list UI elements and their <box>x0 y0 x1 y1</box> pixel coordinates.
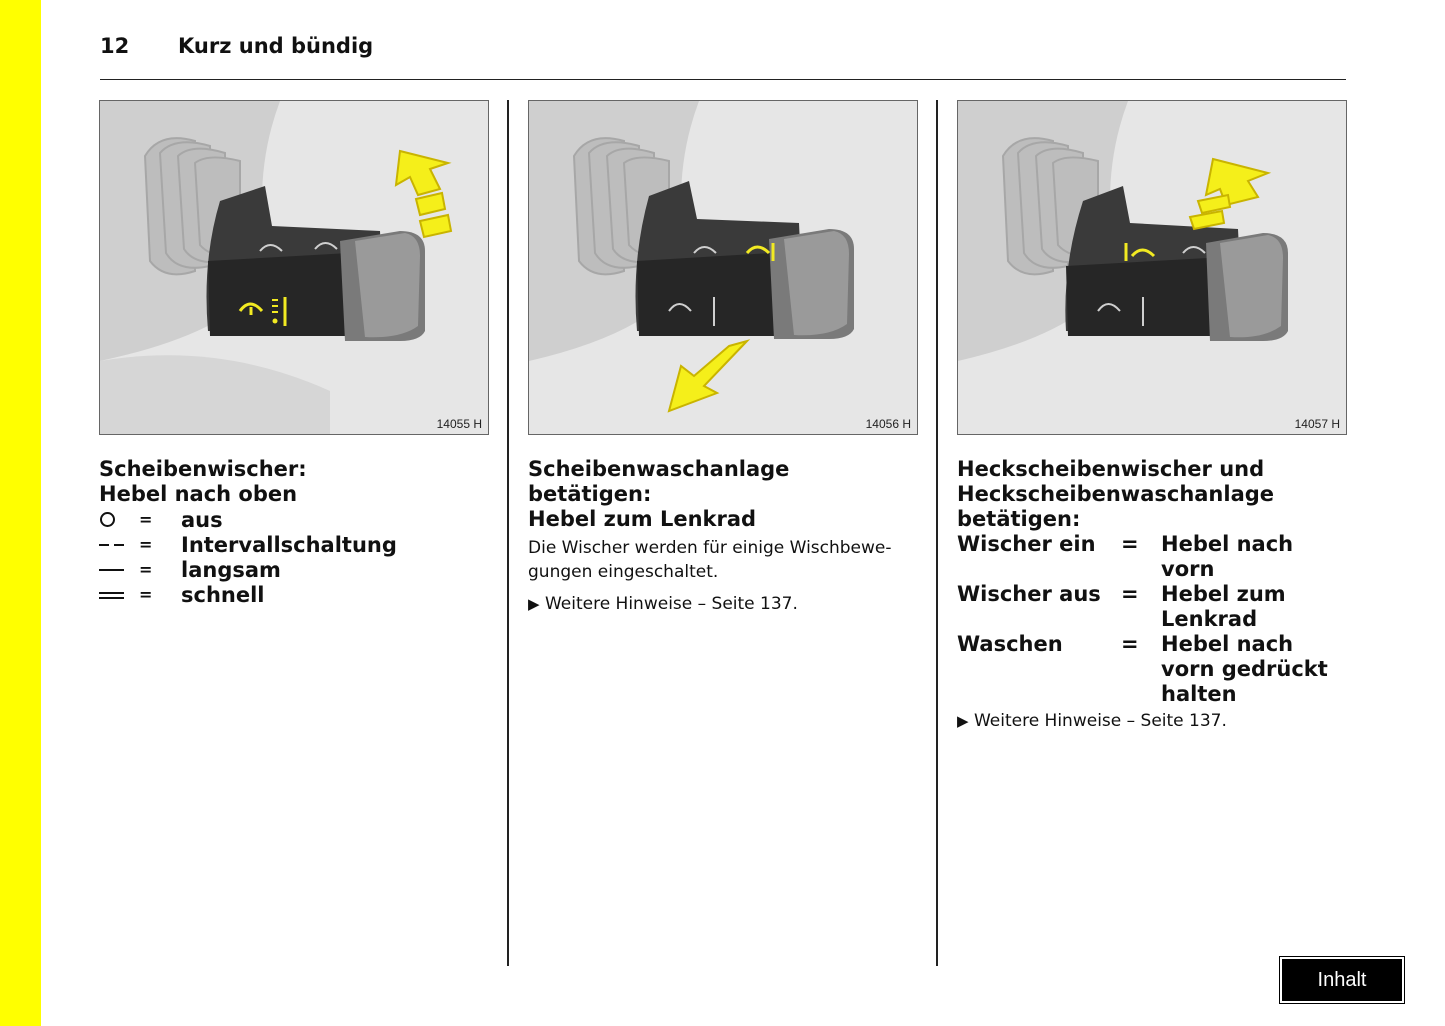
inhalt-button[interactable]: Inhalt <box>1280 957 1404 1003</box>
column-divider-2 <box>936 100 938 966</box>
figure-id: 14056 H <box>865 417 911 431</box>
figure-rear-wiper-lever-forward <box>957 100 1347 435</box>
legend-row-slow: = langsam <box>99 557 489 582</box>
washer-reference[interactable]: ▶ Weitere Hinweise – Seite 137. <box>528 594 798 614</box>
def-wiper-off: Hebel zum Lenkrad <box>1161 582 1286 631</box>
double-line-icon <box>99 582 139 607</box>
circle-icon <box>99 507 139 532</box>
legend-row-interval: = Intervallschaltung <box>99 532 489 557</box>
term-wash: Waschen <box>957 632 1063 656</box>
page-header <box>100 32 1346 80</box>
column-divider-1 <box>507 100 509 966</box>
legend-row-fast: = schnell <box>99 582 489 607</box>
figure-washer-lever-toward <box>528 100 918 435</box>
triangle-right-icon: ▶ <box>957 712 969 730</box>
legend-row-off: = aus <box>99 507 489 532</box>
wiper-legend <box>99 507 489 607</box>
rear-wiper-table: Wischer ein = Hebel nach vorn Wischer aus = Hebel zum Lenkrad Waschen = Hebel nach vorn gedrückt halten <box>957 532 1347 707</box>
page-number: 12 <box>100 34 130 58</box>
wiper-lever-up-illustration <box>100 101 489 435</box>
figure-wiper-lever-up <box>99 100 489 435</box>
rear-wiper-heading: Heckscheibenwischer und Heckscheibenwaschanlage betätigen: <box>957 457 1275 531</box>
triangle-right-icon: ▶ <box>528 595 540 613</box>
dashed-line-icon <box>99 532 139 557</box>
single-line-icon <box>99 557 139 582</box>
def-wash: Hebel nach vorn gedrückt halten <box>1161 632 1328 706</box>
section-title: Kurz und bündig <box>178 34 374 58</box>
term-wiper-off: Wischer aus <box>957 582 1101 606</box>
washer-description: Die Wischer werden für einige Wischbewe- gungen eingeschaltet. <box>528 538 892 582</box>
washer-heading: Scheibenwaschanlage betätigen: Hebel zum Lenkrad <box>528 457 790 531</box>
term-wiper-on: Wischer ein <box>957 532 1096 556</box>
yellow-margin-strip <box>0 0 41 1026</box>
column-wiper <box>99 100 489 607</box>
rear-wiper-lever-illustration <box>958 101 1347 435</box>
wiper-heading: Scheibenwischer: Hebel nach oben <box>99 457 307 506</box>
figure-id: 14057 H <box>1294 417 1340 431</box>
def-wiper-on: Hebel nach vorn <box>1161 532 1294 581</box>
rear-wiper-reference[interactable]: ▶ Weitere Hinweise – Seite 137. <box>957 711 1227 731</box>
column-rear-wiper <box>957 100 1347 733</box>
figure-id: 14055 H <box>436 417 482 431</box>
column-washer <box>528 100 918 616</box>
washer-lever-illustration <box>529 101 918 435</box>
